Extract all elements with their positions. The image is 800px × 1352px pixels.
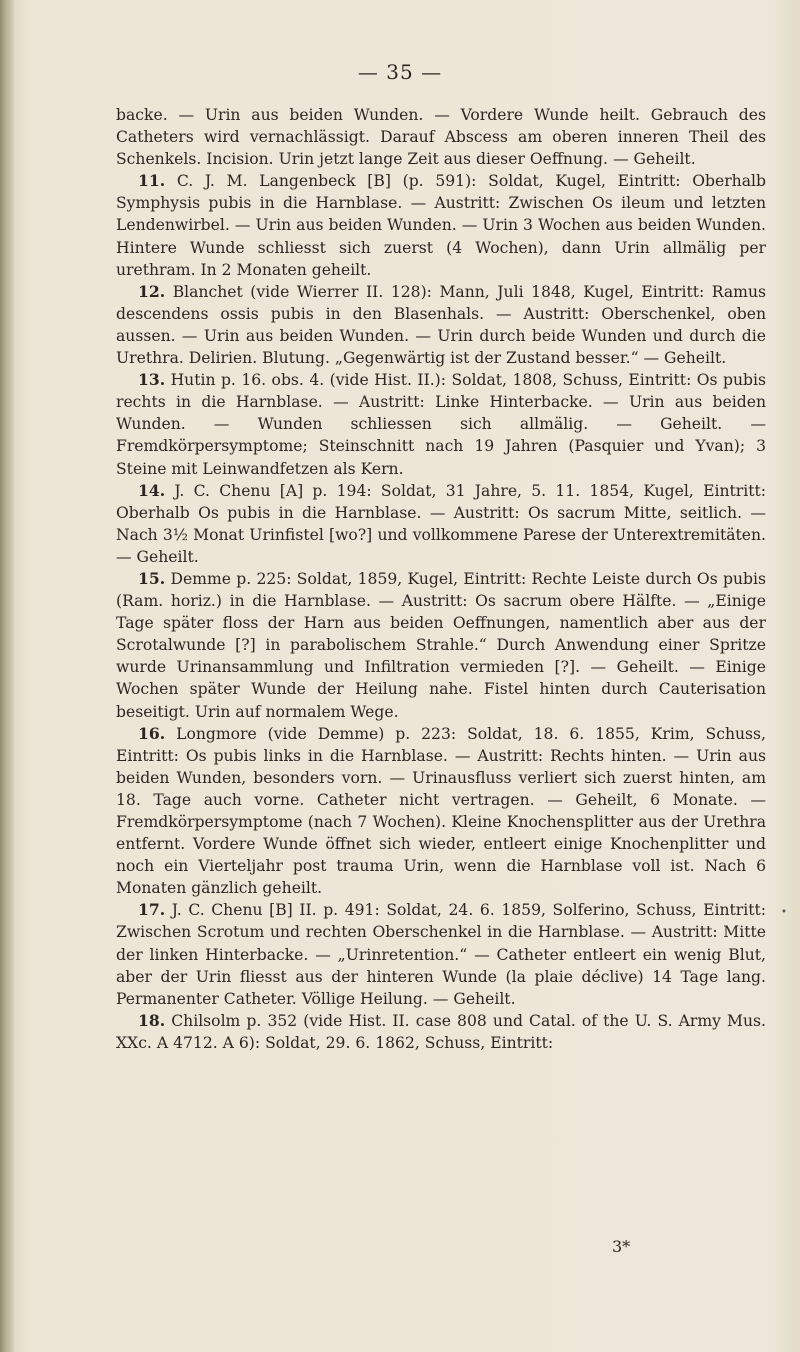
case-number: 12. bbox=[138, 281, 166, 301]
paragraph-text: C. J. M. Langenbeck [B] (p. 591): Soldat, Kugel, Eintritt: Oberhalb Symphysis pubis in die Harnblase. — Austritt: Zwischen Os ileum und letzten Lendenwirbel. — Urin aus beiden Wunden. — Urin 3 Wochen aus beiden Wunden. Hintere Wunde schliesst sich zuerst (4 Wochen), dann Urin allmälig per urethram. In 2 Monaten geheilt. bbox=[116, 172, 766, 279]
paragraph-text: backe. — Urin aus beiden Wunden. — Vordere Wunde heilt. Gebrauch des Catheters wird vernachlässigt. Darauf Abscess am oberen inneren Theil des Schenkels. Incision. Urin jetzt lange Zeit aus dieser Oeffnung. — Geheilt. bbox=[116, 106, 766, 169]
paragraph-text: Demme p. 225: Soldat, 1859, Kugel, Eintritt: Rechte Leiste durch Os pubis (Ram. horiz.) in die Harnblase. — Austritt: Os sacrum obere Hälfte. — „Einige Tage später floss der Harn aus beiden Oeffnungen, namentlich aber aus der Scrotalwunde [?] in parabolischem Strahle.“ Durch Anwendung einer Spritze wurde Urinansammlung und Infiltration vermieden [?]. — Geheilt. — Einige Wochen später Wunde der Heilung nahe. Fistel hinten durch Cauterisation beseitigt. Urin auf normalem Wege. bbox=[116, 569, 766, 721]
case-number: 17. bbox=[138, 900, 166, 920]
case-number: 14. bbox=[138, 480, 166, 500]
paragraph-text: Chilsolm p. 352 (vide Hist. II. case 808 und Catal. of the U. S. Army Mus. XXc. A 4712. A 6): Soldat, 29. 6. 1862, Schuss, Eintritt: bbox=[116, 1011, 766, 1052]
case-number: 13. bbox=[138, 370, 166, 390]
signature-mark: 3* bbox=[612, 1237, 631, 1256]
case-number: 18. bbox=[138, 1010, 166, 1030]
paragraph-text: Longmore (vide Demme) p. 223: Soldat, 18. 6. 1855, Krim, Schuss, Eintritt: Os pubis links in die Harnblase. — Austritt: Rechts hinten. — Urin aus beiden Wunden, besonders vorn. — Urinausfluss verliert sich zuerst hinten, am 18. Tage auch vorne. Catheter nicht vertragen. — Geheilt, 6 Monate. — Fremdkörpersymptome (nach 7 Wochen). Kleine Knochensplitter aus der Urethra entfernt. Vordere Wunde öffnet sich wieder, entleert einige Knochenplitter und noch ein Vierteljahr post trauma Urin, wenn die Harnblase voll ist. Nach 6 Monaten gänzlich geheilt. bbox=[116, 724, 766, 898]
paragraph-text: Hutin p. 16. obs. 4. (vide Hist. II.): Soldat, 1808, Schuss, Eintritt: Os pubis rechts in die Harnblase. — Austritt: Linke Hinterbacke. — Urin aus beiden Wunden. — Wunden schliessen sich allmälig. — Geheilt. — Fremdkörpersymptome; Steinschnitt nach 19 Jahren (Pasquier und Yvan); 3 Steine mit Leinwandfetzen als Kern. bbox=[116, 371, 766, 478]
case-12 bbox=[116, 281, 766, 369]
body-text bbox=[116, 104, 766, 1054]
page-number: — 35 — bbox=[357, 60, 443, 84]
case-13 bbox=[116, 369, 766, 479]
paragraph-continuation bbox=[116, 104, 766, 170]
case-16 bbox=[116, 723, 766, 900]
case-number: 16. bbox=[138, 723, 166, 743]
case-17 bbox=[116, 899, 766, 1009]
case-number: 11. bbox=[138, 171, 166, 191]
case-15 bbox=[116, 568, 766, 723]
book-spine-shadow bbox=[0, 0, 14, 1352]
case-11 bbox=[116, 170, 766, 280]
paragraph-text: Blanchet (vide Wierrer II. 128): Mann, Juli 1848, Kugel, Eintritt: Ramus descendens ossis pubis in den Blasenhals. — Austritt: Oberschenkel, oben aussen. — Urin aus beiden Wunden. — Urin durch beide Wunden und durch die Urethra. Delirien. Blutung. „Gegenwärtig ist der Zustand besser.“ — Geheilt. bbox=[116, 282, 766, 368]
paragraph-text: J. C. Chenu [B] II. p. 491: Soldat, 24. 6. 1859, Solferino, Schuss, Eintritt: Zwischen Scrotum und rechten Oberschenkel in die Harnblase. — Austritt: Mitte der linken Hinterbacke. — „Urinretention.“ — Catheter entleert ein wenig Blut, aber der Urin fliesst aus der hinteren Wunde (la plaie déclive) 14 Tage lang. Permanenter Catheter. Völlige Heilung. — Geheilt. bbox=[116, 901, 766, 1008]
case-14 bbox=[116, 480, 766, 568]
case-number: 15. bbox=[138, 568, 166, 588]
case-18 bbox=[116, 1010, 766, 1054]
paragraph-text: J. C. Chenu [A] p. 194: Soldat, 31 Jahre, 5. 11. 1854, Kugel, Eintritt: Oberhalb Os pubis in die Harnblase. — Austritt: Os sacrum Mitte, seitlich. — Nach 3½ Monat Urinfistel [wo?] und vollkommene Parese der Unterextremitäten. — Geheilt. bbox=[116, 481, 766, 566]
margin-mark: • bbox=[781, 907, 787, 918]
